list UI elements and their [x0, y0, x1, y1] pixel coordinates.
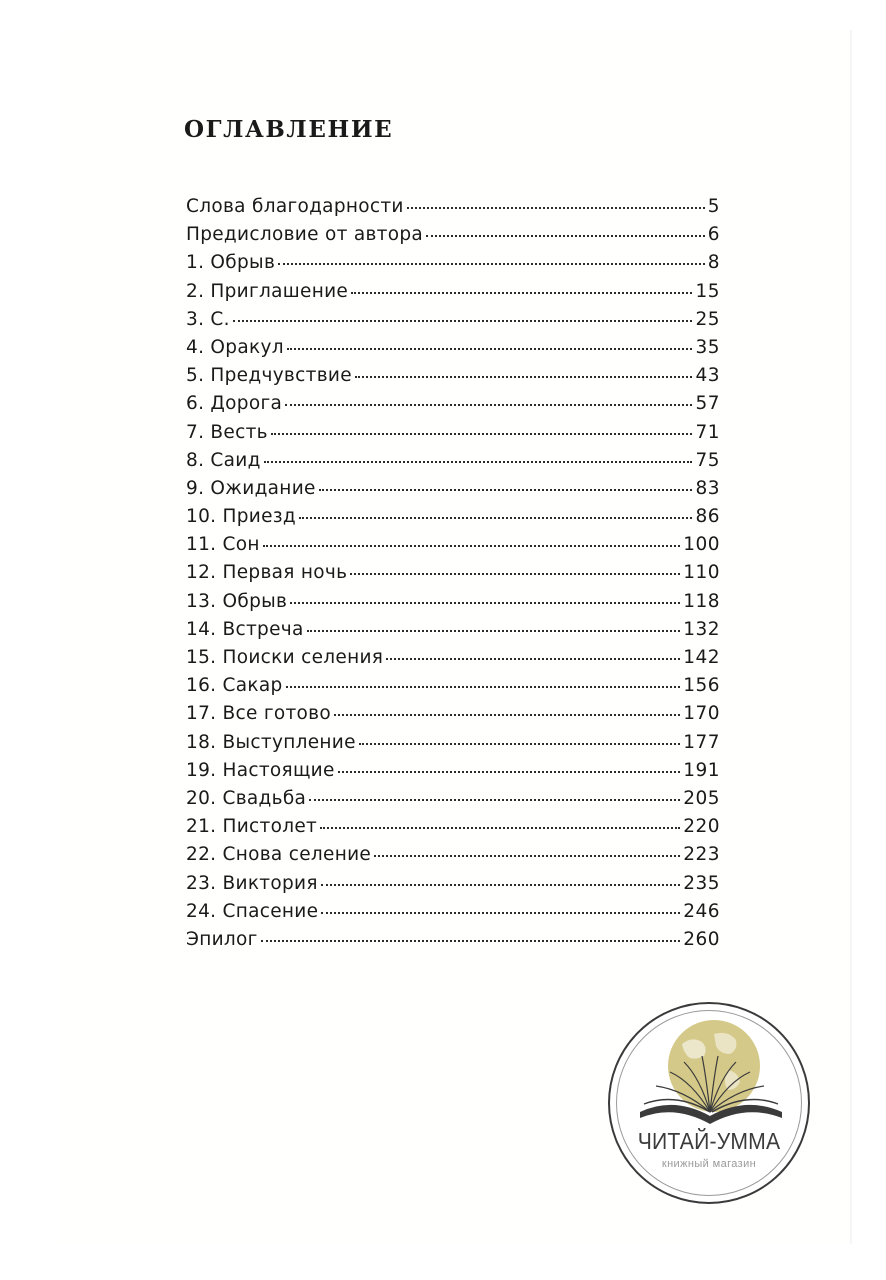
bookstore-stamp: [608, 1002, 810, 1204]
page-edge: [850, 30, 853, 1244]
toc-entry-title: 15. Поиски селения: [186, 647, 384, 668]
toc-entry-title: 4. Оракул: [186, 336, 284, 358]
toc-entry-title: 19. Настоящие: [186, 759, 335, 781]
toc-entry-title: 17. Все готово: [186, 703, 331, 725]
toc-entry: [186, 309, 720, 337]
toc-page-number: 246: [683, 900, 720, 922]
toc-entry: [186, 703, 720, 731]
toc-page-number: 205: [683, 787, 720, 809]
toc-page-number: 132: [683, 618, 720, 640]
toc-entry: [186, 224, 720, 252]
toc-entry-title: 6. Дорога: [186, 393, 283, 415]
toc-entry: [186, 562, 720, 590]
toc-entry: [186, 393, 720, 421]
toc-entry-title: 11. Сон: [186, 534, 260, 556]
toc-page-number: 8: [707, 252, 720, 274]
toc-page-number: 142: [683, 647, 720, 668]
toc-page-number: 75: [695, 449, 720, 471]
toc-dot-leader: [338, 771, 681, 773]
toc-entry-title: 22. Снова селение: [186, 844, 372, 866]
toc-page-number: 118: [683, 590, 720, 612]
toc-dot-leader: [426, 235, 705, 237]
toc-page-number: 260: [683, 928, 720, 950]
toc-page-number: 156: [683, 675, 720, 697]
toc-dot-leader: [299, 517, 692, 519]
toc-page-number: 191: [683, 759, 720, 781]
toc-entry-title: 14. Встреча: [186, 618, 304, 640]
toc-dot-leader: [350, 573, 680, 575]
toc-dot-leader: [355, 376, 693, 378]
toc-entry-title: 13. Обрыв: [186, 590, 288, 612]
stamp-subtitle: книжный магазин: [661, 1158, 757, 1170]
toc-page-number: 220: [683, 816, 720, 838]
toc-entry-title: 3. С.: [186, 308, 230, 330]
toc-entry: [186, 281, 720, 309]
toc-dot-leader: [290, 602, 680, 604]
toc-entry-title: 18. Выступление: [186, 731, 356, 753]
toc-page-number: 35: [695, 336, 720, 358]
toc-entry-title: 16. Сакар: [186, 675, 283, 697]
toc-entry-title: 20. Свадьба: [186, 787, 307, 809]
toc-entry: [186, 760, 720, 788]
toc-entry: [186, 788, 720, 816]
toc-entry-title: 21. Пистолет: [186, 816, 318, 838]
toc-entry-title: Предисловие от автора: [186, 224, 424, 246]
toc-dot-leader: [359, 743, 680, 745]
stamp-store-name: ЧИТАЙ-УММА: [637, 1128, 781, 1154]
toc-dot-leader: [319, 489, 693, 491]
toc-page-number: 5: [707, 196, 720, 217]
toc-dot-leader: [351, 292, 692, 294]
toc-page-number: 57: [695, 393, 720, 415]
toc-dot-leader: [271, 433, 693, 435]
toc-entry: [186, 619, 720, 647]
toc-entry-title: 1. Обрыв: [186, 252, 276, 274]
toc-entry: [186, 873, 720, 901]
toc-page-number: 43: [695, 365, 720, 387]
globe-book-icon: [610, 1004, 812, 1206]
toc-entry: [186, 732, 720, 760]
toc-dot-leader: [233, 320, 693, 322]
toc-entry-title: 5. Предчувствие: [186, 365, 352, 387]
toc-entry: [186, 675, 720, 703]
toc-dot-leader: [320, 827, 680, 829]
toc-entry-title: 9. Ожидание: [186, 477, 316, 499]
toc-page-number: 223: [683, 844, 720, 866]
toc-dot-leader: [264, 461, 693, 463]
page-title: ОГЛАВЛЕНИЕ: [184, 116, 394, 143]
toc-page-number: 71: [695, 421, 720, 443]
toc-dot-leader: [321, 884, 680, 886]
toc-dot-leader: [286, 686, 681, 688]
toc-entry: [186, 478, 720, 506]
toc-page-number: 170: [683, 703, 720, 725]
toc-page-number: 235: [683, 872, 720, 894]
toc-entry: [186, 901, 720, 929]
toc-entry-title: 12. Первая ночь: [186, 562, 348, 584]
toc-dot-leader: [307, 630, 681, 632]
toc-entry: [186, 816, 720, 844]
toc-dot-leader: [287, 348, 693, 350]
toc-page-number: 83: [695, 477, 720, 499]
toc-dot-leader: [261, 940, 680, 942]
toc-entry-title: 23. Виктория: [186, 872, 318, 894]
toc-page-number: 177: [683, 731, 720, 753]
toc-dot-leader: [407, 207, 705, 209]
toc-entry-title: Эпилог: [186, 928, 258, 950]
toc-entry-title: 24. Спасение: [186, 900, 319, 922]
toc-entry: [186, 647, 720, 675]
toc-entry-title: Слова благодарности: [186, 196, 404, 217]
toc-entry: [186, 929, 720, 957]
toc-page-number: 15: [695, 280, 720, 302]
toc-entry: [186, 506, 720, 534]
toc-entry: [186, 196, 720, 224]
toc-dot-leader: [321, 912, 680, 914]
toc-entry: [186, 365, 720, 393]
toc-entry-title: 8. Саид: [186, 449, 261, 471]
toc-entry: [186, 534, 720, 562]
toc-dot-leader: [386, 658, 680, 660]
toc-entry: [186, 337, 720, 365]
toc-page-number: 86: [695, 506, 720, 528]
toc-dot-leader: [334, 714, 680, 716]
toc-dot-leader: [285, 404, 692, 406]
toc-dot-leader: [309, 799, 680, 801]
toc-page-number: 110: [683, 562, 720, 584]
toc-entry-title: 2. Приглашение: [186, 280, 349, 302]
toc-page-number: 25: [695, 308, 720, 330]
toc-entry: [186, 591, 720, 619]
toc-entry-title: 10. Приезд: [186, 506, 296, 528]
toc-entry: [186, 252, 720, 280]
toc-page-number: 6: [707, 224, 720, 246]
toc-entry: [186, 844, 720, 872]
toc-entry: [186, 450, 720, 478]
toc-entry-title: 7. Весть: [186, 421, 268, 443]
table-of-contents: [186, 196, 720, 957]
toc-dot-leader: [374, 855, 680, 857]
toc-dot-leader: [278, 263, 705, 265]
toc-page-number: 100: [683, 534, 720, 556]
toc-entry: [186, 422, 720, 450]
toc-dot-leader: [263, 545, 680, 547]
